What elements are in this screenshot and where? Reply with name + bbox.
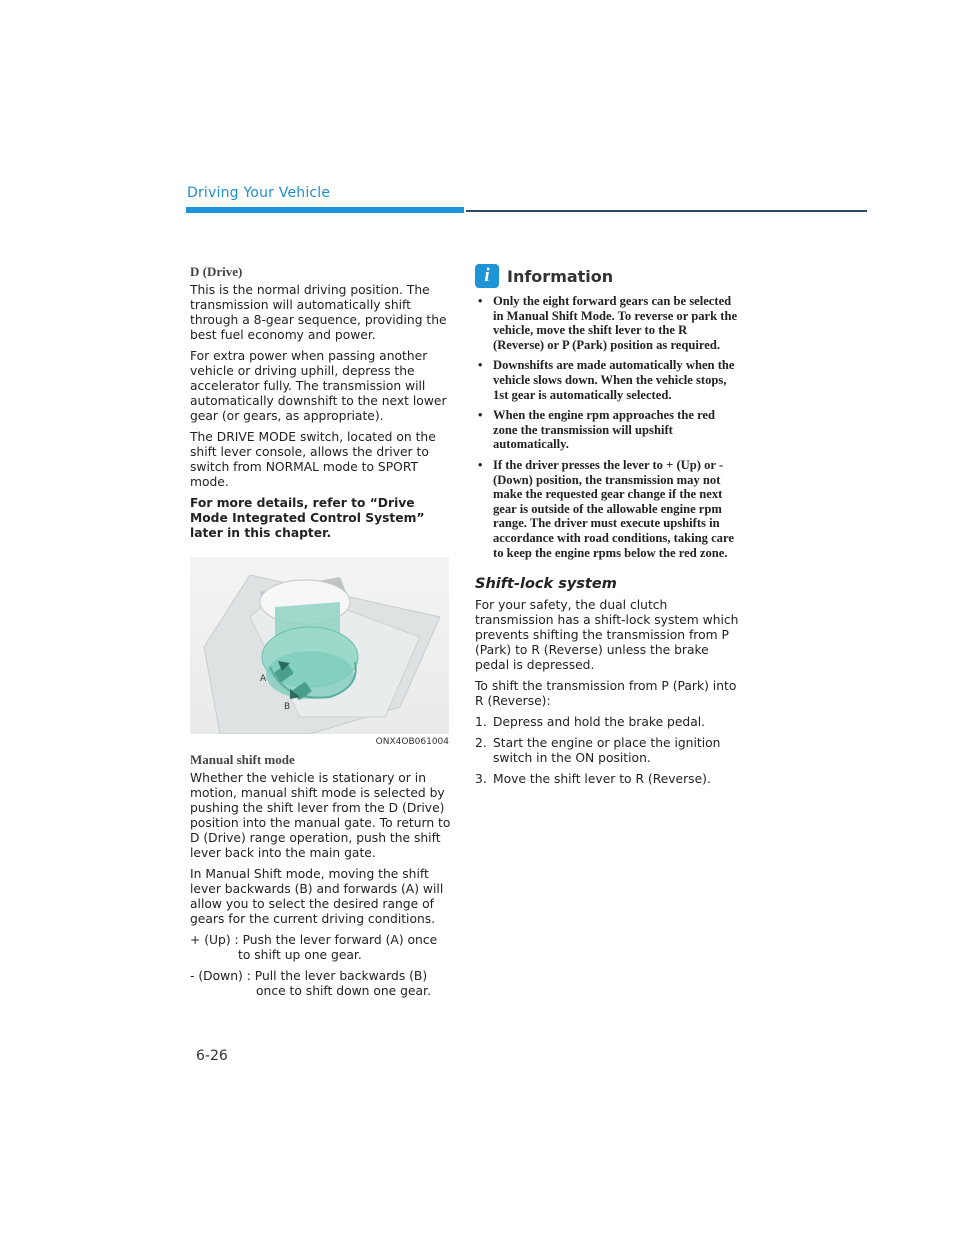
section-title: Driving Your Vehicle xyxy=(187,185,331,201)
label-b: B xyxy=(284,702,291,712)
shift-lock-heading: Shift-lock system xyxy=(475,576,617,593)
drive-heading: D (Drive) xyxy=(190,264,243,279)
manual-heading: Manual shift mode xyxy=(190,752,295,767)
shift-lever-illustration xyxy=(190,557,449,734)
manual-paragraph-1: Whether the vehicle is stationary or in motion, manual shift mode is selected by pushing the shift lever from the D (Drive) position into the manual gate. To return to D (Drive) range operation, push the shift lever back into the main gate. xyxy=(190,771,451,860)
bullet-icon: • xyxy=(478,358,483,373)
page-number: 6-26 xyxy=(196,1048,228,1064)
shift-lock-paragraph-2: To shift the transmission from P (Park) into R (Reverse): xyxy=(475,679,737,709)
information-list xyxy=(475,294,740,560)
list-item: • When the engine rpm approaches the red zone the transmission will upshift automatically. xyxy=(478,408,716,452)
shift-down-description: once to shift down one gear. xyxy=(256,984,431,998)
shift-lock-paragraph-1: For your safety, the dual clutch transmission has a shift-lock system which prevents shifting the transmission from P (Park) to R (Reverse) unless the brake pedal is depressed. xyxy=(475,598,739,673)
right-column xyxy=(475,264,740,793)
drive-paragraph-3: The DRIVE MODE switch, located on the shift lever console, allows the driver to switch from NORMAL mode to SPORT mode. xyxy=(190,430,436,489)
manual-paragraph-2: In Manual Shift mode, moving the shift lever backwards (B) and forwards (A) will allow you to select the desired range of gears for the current driving conditions. xyxy=(190,867,444,926)
figure-code: ONX4OB061004 xyxy=(375,737,449,747)
bullet-icon: • xyxy=(478,408,483,423)
list-item: 3. Move the shift lever to R (Reverse). xyxy=(475,772,711,787)
drive-paragraph-1: This is the normal driving position. The transmission will automatically shift through a 8-gear sequence, providing the best fuel economy and power. xyxy=(190,283,447,342)
left-column xyxy=(190,264,452,1005)
shift-lever-drawing xyxy=(190,557,449,734)
information-icon: i xyxy=(475,264,499,288)
shift-up-term: + (Up) : Push the lever forward (A) once xyxy=(190,933,438,947)
drive-reference-note: For more details, refer to “Drive Mode Integrated Control System” later in this chapter. xyxy=(190,496,425,540)
header-rule xyxy=(466,210,867,212)
list-item: 1. Depress and hold the brake pedal. xyxy=(475,715,706,730)
list-item: 2. Start the engine or place the ignition switch in the ON position. xyxy=(475,736,721,766)
information-box-header xyxy=(475,264,740,288)
bullet-icon: • xyxy=(478,457,483,472)
shift-down-definition xyxy=(190,969,452,999)
drive-paragraph-2: For extra power when passing another vehicle or driving uphill, depress the accelerator fully. The transmission will automatically downshift to the next lower gear (or gears, as appropriate). xyxy=(190,349,447,423)
shift-up-definition xyxy=(190,933,452,963)
shift-lock-steps xyxy=(475,715,740,787)
list-item: • If the driver presses the lever to + (Up) or - (Down) position, the transmission may not make the requested gear change if the next gear is outside of the allowable engine rpm range. The driver must execute upshifts in accordance with road conditions, taking care to keep the engine rpms below the red zone. xyxy=(478,457,734,560)
shift-up-description: to shift up one gear. xyxy=(238,948,362,962)
list-item: • Only the eight forward gears can be selected in Manual Shift Mode. To reverse or park the vehicle, move the shift lever to the R (Reverse) or P (Park) position as required. xyxy=(478,294,738,352)
header-accent-bar xyxy=(186,207,464,213)
label-a: A xyxy=(260,674,267,684)
list-item: • Downshifts are made automatically when the vehicle slows down. When the vehicle stops, 1st gear is automatically selected. xyxy=(478,358,735,402)
shift-down-term: - (Down) : Pull the lever backwards (B) xyxy=(190,969,428,983)
bullet-icon: • xyxy=(478,294,483,308)
information-title: Information xyxy=(507,266,614,286)
